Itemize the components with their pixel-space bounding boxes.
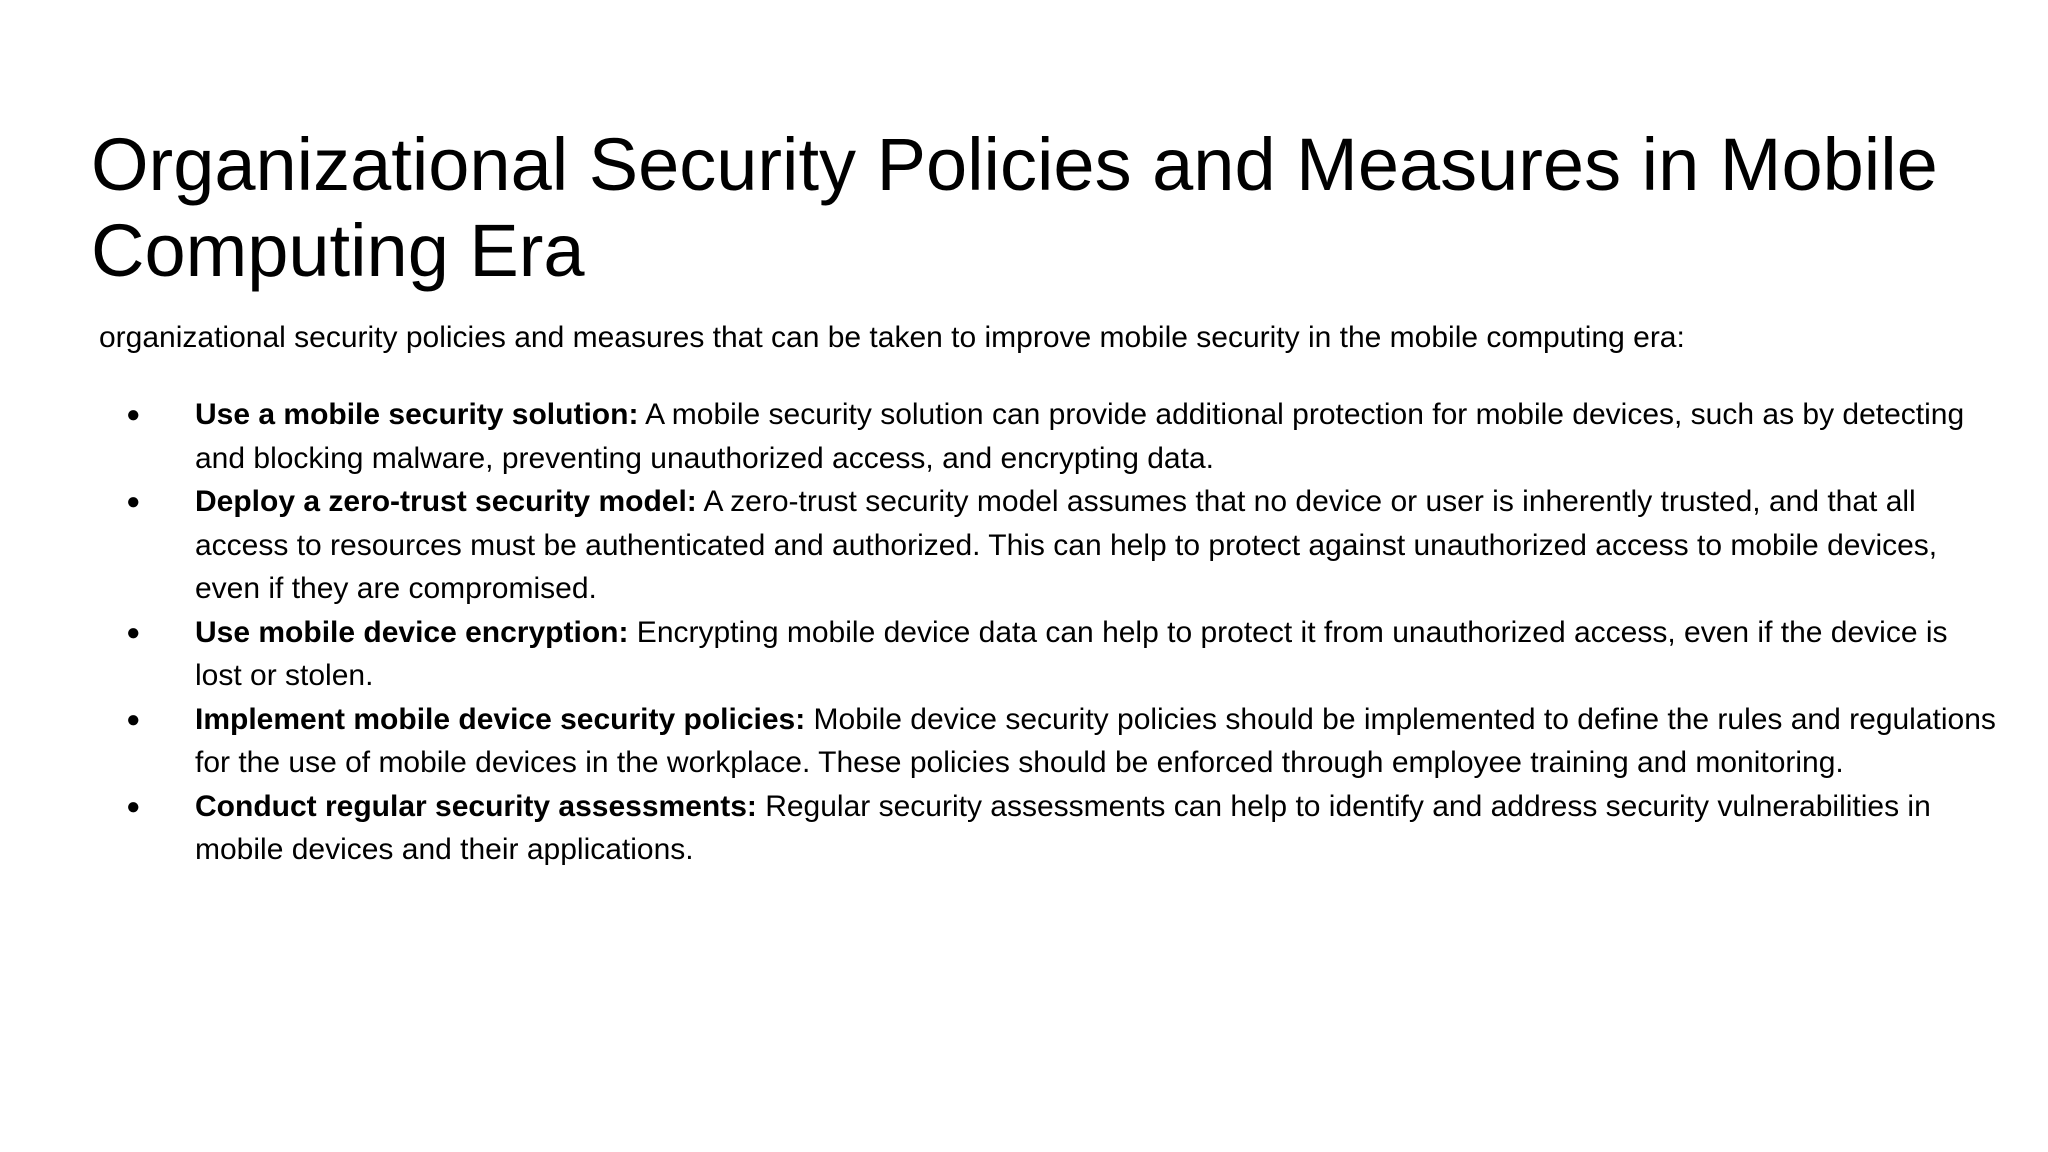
bullet-heading: Conduct regular security assessments: bbox=[195, 789, 757, 823]
bullet-icon: ● bbox=[126, 401, 141, 428]
list-item bbox=[0, 393, 2048, 480]
bullet-text: Encrypting mobile device data can help to protect it from unauthorized access, even if the device is lost or stolen. bbox=[195, 615, 1948, 692]
bullet-heading: Deploy a zero-trust security model: bbox=[195, 485, 697, 518]
bullet-list bbox=[0, 393, 2048, 872]
bullet-icon: ● bbox=[126, 705, 141, 733]
bullet-text: A zero-trust security model assumes that no device or user is inherently trusted, and that all access to resources must be authenticated and authorized. This can help to protect against unauthorized access to mobile devices, even if they are compromised. bbox=[195, 485, 1938, 605]
bullet-icon: ● bbox=[126, 618, 141, 646]
intro-text: organizational security policies and measures that can be taken to improve mobile security in the mobile computing era: bbox=[99, 321, 1685, 354]
bullet-text: Regular security assessments can help to identify and address security vulnerabilities in mobile devices and their applications. bbox=[195, 789, 1931, 866]
list-item bbox=[0, 480, 2048, 611]
list-item bbox=[0, 785, 2048, 872]
bullet-heading: Use mobile device encryption: bbox=[195, 615, 629, 649]
bullet-icon: ● bbox=[126, 792, 141, 820]
bullet-heading: Use a mobile security solution: bbox=[195, 398, 639, 431]
bullet-text: A mobile security solution can provide additional protection for mobile devices, such as by detecting and blocking malware, preventing unauthorized access, and encrypting data. bbox=[195, 398, 1965, 475]
list-item bbox=[0, 698, 2048, 785]
bullet-text: Mobile device security policies should be implemented to define the rules and regulations for the use of mobile devices in the workplace. These policies should be enforced through employee training and monitoring. bbox=[195, 702, 1996, 779]
bullet-icon: ● bbox=[126, 488, 141, 515]
bullet-heading: Implement mobile device security policies: bbox=[195, 702, 806, 736]
list-item bbox=[0, 611, 2048, 698]
slide-title: Organizational Security Policies and Measures in Mobile Computing Era bbox=[91, 123, 1938, 292]
